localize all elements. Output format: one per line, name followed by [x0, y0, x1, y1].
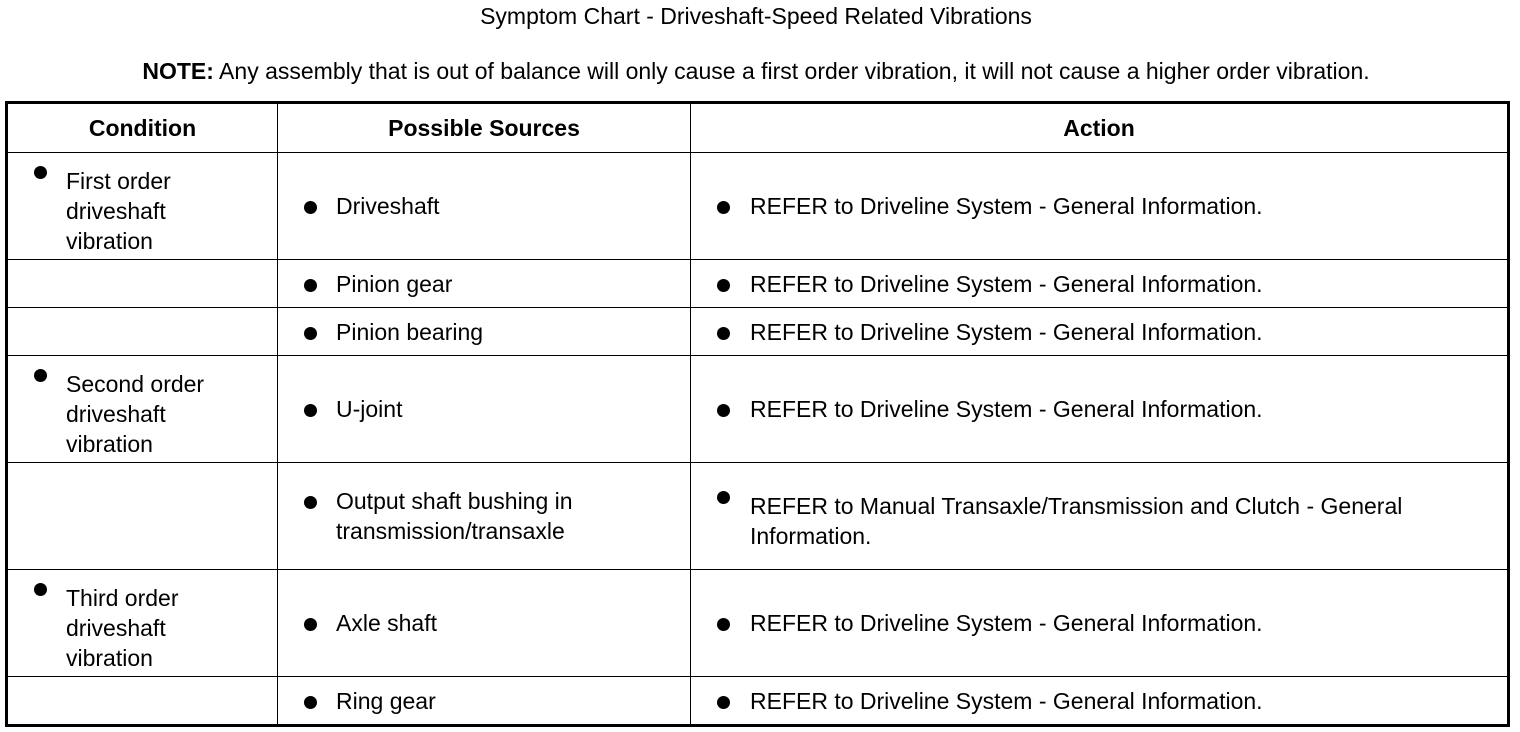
source-text: Driveshaft	[336, 193, 440, 219]
note	[0, 57, 1512, 85]
action-text: REFER to Driveline System - General Information.	[750, 687, 1263, 714]
bullet-icon	[717, 279, 730, 292]
action-text: REFER to Manual Transaxle/Transmission and Clutch - General Information.	[750, 493, 1403, 549]
bullet-icon	[304, 327, 317, 340]
header-action: Action	[691, 103, 1509, 153]
bullet-icon	[717, 491, 730, 504]
symptom-table	[5, 101, 1510, 727]
bullet-icon	[717, 201, 730, 214]
condition-cell	[7, 153, 278, 260]
table-row	[7, 308, 1509, 356]
bullet-icon	[34, 583, 47, 596]
note-text: Any assembly that is out of balance will only cause a first order vibration, it will not cause a higher order vibration.	[213, 58, 1370, 84]
bullet-icon	[304, 496, 317, 509]
condition-cell	[7, 677, 278, 726]
table-row	[7, 260, 1509, 308]
bullet-icon	[304, 279, 317, 292]
source-text: U-joint	[336, 396, 403, 422]
condition-cell	[7, 308, 278, 356]
bullet-icon	[717, 327, 730, 340]
action-cell	[691, 260, 1509, 308]
source-text: Ring gear	[336, 687, 436, 714]
action-text: REFER to Driveline System - General Information.	[750, 318, 1263, 345]
source-cell	[278, 677, 691, 726]
bullet-icon	[717, 618, 730, 631]
note-label: NOTE:	[142, 58, 214, 84]
header-possible-sources: Possible Sources	[278, 103, 691, 153]
action-cell	[691, 356, 1509, 463]
bullet-icon	[34, 369, 47, 382]
action-cell	[691, 308, 1509, 356]
source-text: Output shaft bushing in transmission/transaxle	[336, 488, 573, 544]
table-row	[7, 677, 1509, 726]
bullet-icon	[304, 696, 317, 709]
action-text: REFER to Driveline System - General Information.	[750, 610, 1263, 636]
bullet-icon	[34, 166, 47, 179]
table-row	[7, 463, 1509, 570]
condition-text: First order driveshaft vibration	[66, 168, 171, 254]
bullet-icon	[304, 201, 317, 214]
source-text: Pinion bearing	[336, 318, 484, 345]
action-cell	[691, 570, 1509, 677]
source-cell	[278, 463, 691, 570]
table-row	[7, 356, 1509, 463]
source-text: Axle shaft	[336, 610, 437, 636]
table-header-row	[7, 103, 1509, 153]
source-cell	[278, 308, 691, 356]
action-cell	[691, 677, 1509, 726]
action-cell	[691, 463, 1509, 570]
condition-cell	[7, 260, 278, 308]
condition-cell	[7, 356, 278, 463]
bullet-icon	[717, 404, 730, 417]
action-text: REFER to Driveline System - General Information.	[750, 270, 1263, 297]
action-text: REFER to Driveline System - General Information.	[750, 396, 1263, 422]
source-text: Pinion gear	[336, 270, 453, 297]
condition-text: Third order driveshaft vibration	[66, 585, 179, 671]
source-cell	[278, 570, 691, 677]
action-cell	[691, 153, 1509, 260]
action-text: REFER to Driveline System - General Information.	[750, 193, 1263, 219]
condition-cell	[7, 463, 278, 570]
source-cell	[278, 153, 691, 260]
header-condition: Condition	[7, 103, 278, 153]
bullet-icon	[717, 696, 730, 709]
condition-text: Second order driveshaft vibration	[66, 371, 205, 457]
condition-cell	[7, 570, 278, 677]
table-row	[7, 570, 1509, 677]
source-cell	[278, 356, 691, 463]
bullet-icon	[304, 618, 317, 631]
source-cell	[278, 260, 691, 308]
table-row	[7, 153, 1509, 260]
bullet-icon	[304, 404, 317, 417]
page-title: Symptom Chart - Driveshaft-Speed Related Vibrations	[480, 3, 1032, 29]
